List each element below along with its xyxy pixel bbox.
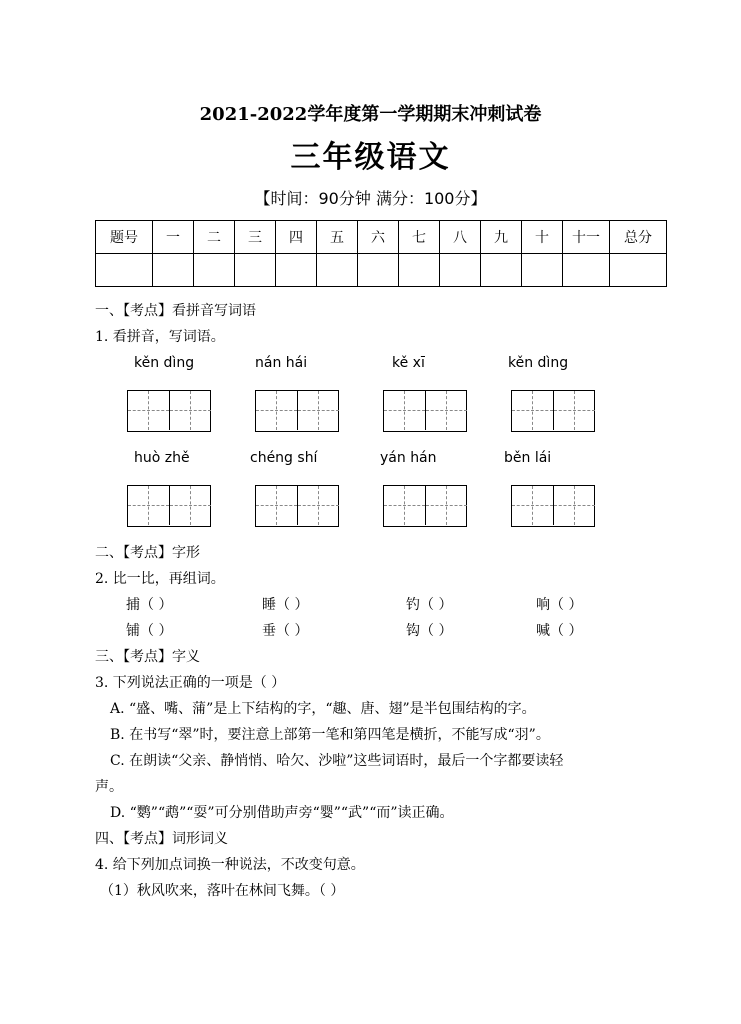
score-header-cell: 七 (399, 221, 440, 254)
score-header-cell: 十一 (563, 221, 610, 254)
option-b: B. 在书写“翠”时，要注意上部第一笔和第四笔是横折，不能写成“羽”。 (110, 727, 550, 743)
score-header-cell: 三 (235, 221, 276, 254)
score-cell[interactable] (276, 254, 317, 287)
score-header-cell: 八 (440, 221, 481, 254)
score-cell[interactable] (194, 254, 235, 287)
pinyin-label: nán hái (255, 355, 308, 371)
score-header-cell: 九 (481, 221, 522, 254)
pinyin-label: běn lái (504, 450, 552, 466)
score-cell[interactable] (153, 254, 194, 287)
score-header-cell: 四 (276, 221, 317, 254)
time-score-info: 【时间：90分钟 满分：100分】 (254, 189, 487, 208)
score-header-cell: 十 (522, 221, 563, 254)
question-2: 2. 比一比，再组词。 (95, 571, 225, 587)
score-header-cell: 总分 (610, 221, 667, 254)
section-4-heading: 四、【考点】词形词义 (95, 831, 228, 847)
score-table-blank-row (96, 254, 667, 287)
question-4: 4. 给下列加点词换一种说法，不改变句意。 (95, 857, 365, 873)
pinyin-label: yán hán (380, 450, 437, 466)
option-c: C. 在朗读“父亲、静悄悄、哈欠、沙啦”这些词语时，最后一个字都要读轻 (110, 753, 564, 769)
exam-title: 2021-2022学年度第一学期期末冲刺试卷 (199, 104, 542, 125)
score-header-cell: 六 (358, 221, 399, 254)
score-cell[interactable] (358, 254, 399, 287)
score-cell[interactable] (563, 254, 610, 287)
writing-grid[interactable] (511, 390, 595, 432)
writing-grid[interactable] (383, 390, 467, 432)
compare-item: 钩（ ） (406, 623, 453, 639)
section-3-heading: 三、【考点】字义 (95, 649, 200, 665)
pinyin-label: kěn dìng (508, 355, 569, 371)
writing-grid[interactable] (255, 390, 339, 432)
score-header-cell: 二 (194, 221, 235, 254)
question-4-item-1: （1）秋风吹来，落叶在林间飞舞。（ ） (100, 883, 345, 899)
compare-item: 睡（ ） (262, 597, 309, 613)
score-header-cell: 题号 (96, 221, 153, 254)
compare-item: 喊（ ） (536, 623, 583, 639)
score-table (95, 220, 667, 287)
writing-grid[interactable] (127, 390, 211, 432)
subject-title: 三年级语文 (290, 140, 451, 175)
score-cell[interactable] (440, 254, 481, 287)
writing-grid[interactable] (127, 485, 211, 527)
score-cell[interactable] (522, 254, 563, 287)
score-cell[interactable] (96, 254, 153, 287)
question-1: 1. 看拼音，写词语。 (95, 329, 225, 345)
score-cell[interactable] (317, 254, 358, 287)
pinyin-label: kěn dìng (134, 355, 195, 371)
section-2-heading: 二、【考点】字形 (95, 545, 200, 561)
score-cell[interactable] (399, 254, 440, 287)
option-d: D. “鹦”“鹉”“耍”可分别借助声旁“婴”“武”“而”读正确。 (110, 805, 454, 821)
writing-grid[interactable] (383, 485, 467, 527)
score-cell[interactable] (610, 254, 667, 287)
compare-item: 钓（ ） (406, 597, 453, 613)
compare-item: 捕（ ） (126, 597, 173, 613)
writing-grid[interactable] (255, 485, 339, 527)
pinyin-label: chéng shí (250, 450, 318, 466)
compare-item: 响（ ） (536, 597, 583, 613)
pinyin-label: kě xī (392, 355, 425, 371)
section-1-heading: 一、【考点】看拼音写词语 (95, 303, 256, 319)
option-a: A. “盛、嘴、蒲”是上下结构的字，“趣、唐、翅”是半包围结构的字。 (110, 701, 536, 717)
compare-item: 垂（ ） (262, 623, 309, 639)
score-header-cell: 五 (317, 221, 358, 254)
writing-grid[interactable] (511, 485, 595, 527)
question-3: 3. 下列说法正确的一项是（ ） (95, 675, 286, 691)
score-header-cell: 一 (153, 221, 194, 254)
score-table-header-row (96, 221, 667, 254)
score-cell[interactable] (235, 254, 276, 287)
compare-item: 铺（ ） (126, 623, 173, 639)
option-c-continued: 声。 (95, 779, 123, 795)
score-cell[interactable] (481, 254, 522, 287)
pinyin-label: huò zhě (134, 450, 190, 466)
